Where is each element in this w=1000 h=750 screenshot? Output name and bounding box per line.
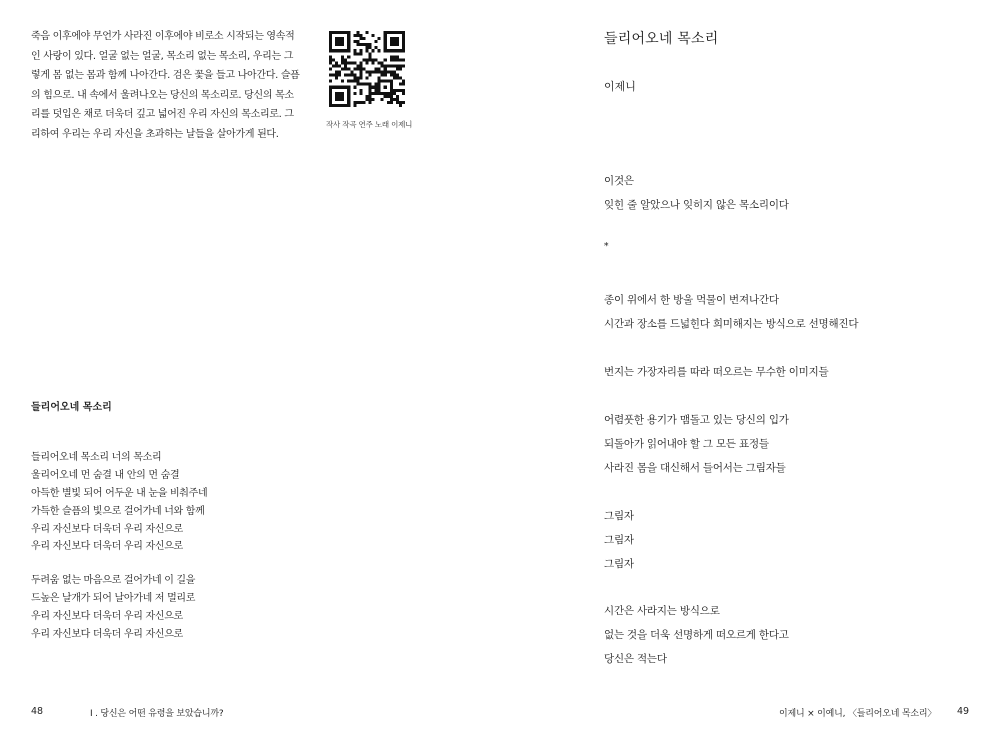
song-verse-2 xyxy=(31,572,195,644)
lyric-line: 가득한 슬픔의 빛으로 걸어가네 너와 함께 xyxy=(31,505,205,517)
poem-line: 잊힌 줄 알았으나 잊히지 않은 목소리이다 xyxy=(604,199,789,211)
lyric-line: 울리어오네 먼 숨결 내 안의 먼 숨결 xyxy=(31,469,180,481)
poem-line: 사라진 몸을 대신해서 들어서는 그림자들 xyxy=(604,462,786,474)
running-head-left: I . 당신은 어떤 유령을 보았습니까? xyxy=(90,709,224,719)
lyric-line: 우리 자신보다 더욱더 우리 자신으로 xyxy=(31,628,183,640)
lyric-line: 우리 자신보다 더욱더 우리 자신으로 xyxy=(31,610,183,622)
page-number-right: 49 xyxy=(957,706,970,717)
poem-line: 없는 것을 더욱 선명하게 떠오르게 한다고 xyxy=(604,629,789,641)
qr-code xyxy=(329,31,405,107)
poem-line: 종이 위에서 한 방울 먹물이 번져나간다 xyxy=(604,294,779,306)
poem-title: 들리어오네 목소리 xyxy=(604,31,719,47)
poem-author: 이제니 xyxy=(604,80,636,93)
lyric-line: 우리 자신보다 더욱더 우리 자신으로 xyxy=(31,523,183,535)
poem-line: 어렴풋한 용기가 맴돌고 있는 당신의 입가 xyxy=(604,414,789,426)
intro-paragraph: 죽음 이후에야 무언가 사라진 이후에야 비로소 시작되는 영속적인 사랑이 있다. 얼굴 없는 얼굴, 목소리 없는 목소리, 우리는 그렇게 몸 없는 몸과 함께 나아간다. 검은 꽃을 들고 나아간다. 슬픔의 힘으로. 내 속에서 울려나오는 당신의 목소리로. 당신의 목소리를 덧입은 채로 더욱더 깊고 넓어진 우리 자신의 목소리로. 그리하여 우리는 우리 자신을 초과하는 날들을 살아가게 된다. xyxy=(31,31,300,140)
poem-line: 시간과 장소를 드넓힌다 희미해지는 방식으로 선명해진다 xyxy=(604,318,859,330)
poem-line: 그림자 xyxy=(604,510,634,522)
lyric-line: 두려움 없는 마음으로 걸어가네 이 길을 xyxy=(31,575,196,586)
lyric-line: 우리 자신보다 더욱더 우리 자신으로 xyxy=(31,541,183,553)
poem-line: 이것은 xyxy=(604,175,634,187)
poem-line: 되돌아가 읽어내야 할 그 모든 표정들 xyxy=(604,438,769,450)
lyric-line: 아득한 별빛 되어 어두운 내 눈을 비춰주네 xyxy=(31,487,208,499)
song-verse-1 xyxy=(31,449,207,556)
poem-line: 그림자 xyxy=(604,558,634,570)
poem-line: 당신은 적는다 xyxy=(604,653,667,665)
right-page xyxy=(500,0,1000,750)
poem-asterisk: * xyxy=(604,242,609,252)
running-head-right: 이제니 × 이예니, 〈들리어오네 목소리〉 xyxy=(779,709,937,719)
song-title: 들리어오네 목소리 xyxy=(31,402,112,413)
lyric-line: 들리어오네 목소리 너의 목소리 xyxy=(31,452,162,463)
poem-line: 그림자 xyxy=(604,534,634,546)
qr-caption: 작사 작곡 연주 노래 이제니 xyxy=(326,120,413,129)
poem-line: 시간은 사라지는 방식으로 xyxy=(604,605,720,617)
lyric-line: 드높은 날개가 되어 날아가네 저 멀리로 xyxy=(31,592,196,604)
page-number-left: 48 xyxy=(31,706,44,717)
poem-line: 번지는 가장자리를 따라 떠오르는 무수한 이미지들 xyxy=(604,366,829,378)
